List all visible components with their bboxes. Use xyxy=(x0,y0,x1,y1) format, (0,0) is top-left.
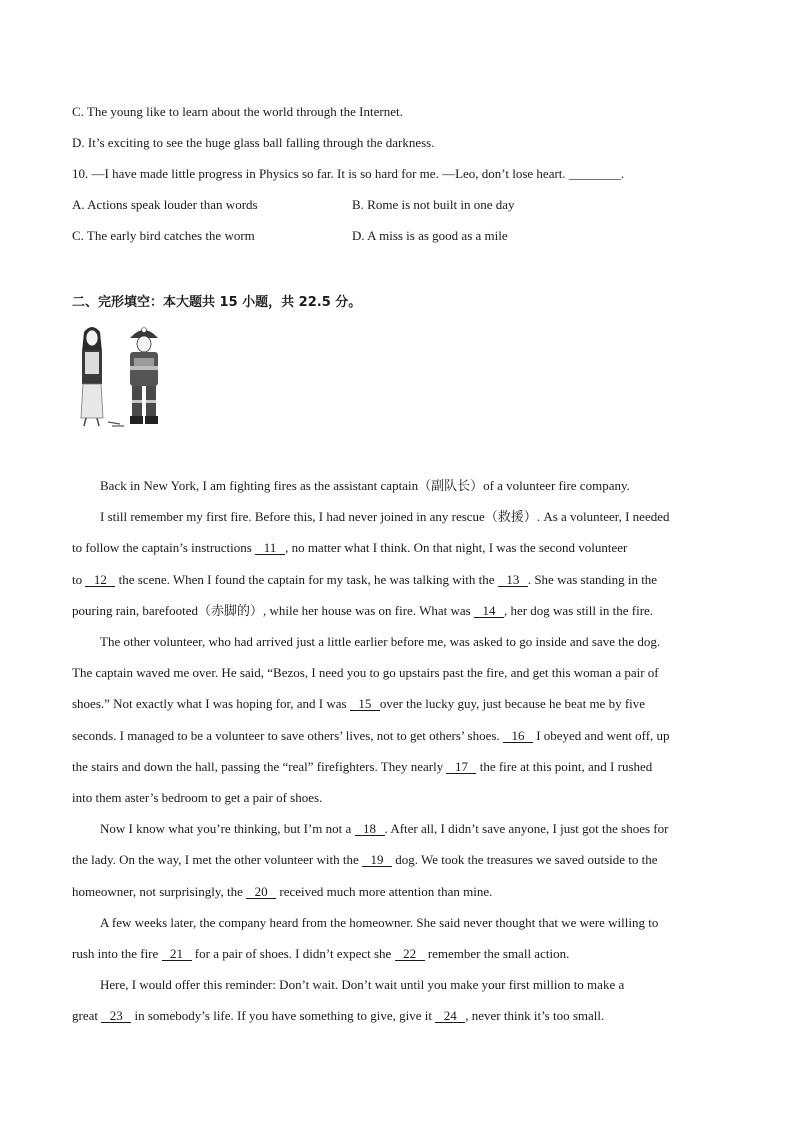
text-run: , no matter what I think. On that night, I was the second volunteer xyxy=(285,540,628,555)
passage-line xyxy=(72,946,569,962)
blank-16: 16 xyxy=(503,729,533,743)
q9-option-d: D. It’s exciting to see the huge glass ball falling through the darkness. xyxy=(72,135,435,150)
blank-12: 12 xyxy=(85,573,115,587)
text-run: , her dog was still in the fire. xyxy=(503,603,654,618)
q9-option-c: C. The young like to learn about the world through the Internet. xyxy=(72,104,403,119)
text-run: to xyxy=(72,572,83,587)
section-heading: 二、完形填空：本大题共 15 小题，共 22.5 分。 xyxy=(72,295,362,310)
passage-line xyxy=(72,603,653,619)
passage-line xyxy=(100,821,668,837)
text-run: great xyxy=(72,1008,98,1023)
text-run: homeowner, not surprisingly, the xyxy=(72,884,243,899)
text-run: seconds. I managed to be a volunteer to save others’ lives, not to get others’ shoes. xyxy=(72,728,500,743)
passage-line xyxy=(72,759,652,775)
passage-line: into them aster’s bedroom to get a pair of shoes. xyxy=(72,790,323,805)
text-run: the fire at this point, and I rushed xyxy=(479,759,653,774)
q10-option-a: A. Actions speak louder than words xyxy=(72,197,258,212)
woman-and-firefighter-illustration xyxy=(72,322,172,432)
blank-21: 21 xyxy=(162,947,192,961)
text-run: received much more attention than mine. xyxy=(279,884,493,899)
passage-line: A few weeks later, the company heard from the homeowner. She said never thought that we were willing to xyxy=(100,915,659,930)
passage-line xyxy=(72,852,658,868)
blank-24: 24 xyxy=(435,1009,465,1023)
passage-line xyxy=(72,884,492,900)
q10-option-d: D. A miss is as good as a mile xyxy=(352,228,508,243)
text-run: the scene. When I found the captain for my task, he was talking with the xyxy=(118,572,495,587)
text-run: the stairs and down the hall, passing the “real” firefighters. They nearly xyxy=(72,759,444,774)
blank-14: 14 xyxy=(474,604,504,618)
passage-line xyxy=(72,696,645,712)
passage-line: The other volunteer, who had arrived just a little earlier before me, was asked to go inside and save the dog. xyxy=(100,634,661,649)
text-run: shoes.” Not exactly what I was hoping for, and I was xyxy=(72,696,347,711)
woman-figure xyxy=(81,327,124,426)
q10-option-c: C. The early bird catches the worm xyxy=(72,228,255,243)
text-run: I obeyed and went off, up xyxy=(536,728,670,743)
text-run: for a pair of shoes. I didn’t expect she xyxy=(194,946,392,961)
text-run: the lady. On the way, I met the other volunteer with the xyxy=(72,852,359,867)
blank-22: 22 xyxy=(395,947,425,961)
blank-19: 19 xyxy=(362,853,392,867)
text-run: over the lucky guy, just because he beat me by five xyxy=(379,696,646,711)
passage-line xyxy=(72,728,670,744)
text-run: Now I know what you’re thinking, but I’m not a xyxy=(100,821,352,836)
blank-17: 17 xyxy=(446,760,476,774)
passage-line: The captain waved me over. He said, “Bezos, I need you to go upstairs past the fire, and get this woman a pair of xyxy=(72,665,659,680)
passage-line xyxy=(72,540,627,556)
blank-20: 20 xyxy=(246,885,276,899)
text-run: to follow the captain’s instructions xyxy=(72,540,252,555)
firefighter-figure xyxy=(130,328,158,425)
passage-line xyxy=(72,572,657,588)
text-run: pouring rain, barefooted（赤脚的）, while her house was on fire. What was xyxy=(72,603,471,618)
passage-line: I still remember my first fire. Before this, I had never joined in any rescue（救援）. As a volunteer, I needed xyxy=(100,509,670,524)
text-run: . After all, I didn’t save anyone, I just got the shoes for xyxy=(384,821,669,836)
blank-13: 13 xyxy=(498,573,528,587)
blank-11: 11 xyxy=(255,541,285,555)
blank-23: 23 xyxy=(101,1009,131,1023)
passage-line: Back in New York, I am fighting fires as the assistant captain（副队长）of a volunteer fire company. xyxy=(100,478,630,493)
text-run: dog. We took the treasures we saved outside to the xyxy=(395,852,658,867)
text-run: in somebody’s life. If you have something to give, give it xyxy=(134,1008,432,1023)
text-run: rush into the fire xyxy=(72,946,159,961)
blank-18: 18 xyxy=(355,822,385,836)
text-run: remember the small action. xyxy=(427,946,570,961)
text-run: , never think it’s too small. xyxy=(465,1008,605,1023)
passage-line: Here, I would offer this reminder: Don’t wait. Don’t wait until you make your first million to make a xyxy=(100,977,625,992)
blank-15: 15 xyxy=(350,697,380,711)
passage-line xyxy=(72,1008,604,1024)
q10-option-b: B. Rome is not built in one day xyxy=(352,197,515,212)
text-run: . She was standing in the xyxy=(527,572,658,587)
q10-stem: 10. —I have made little progress in Physics so far. It is so hard for me. —Leo, don’t lose heart. ________. xyxy=(72,166,625,181)
